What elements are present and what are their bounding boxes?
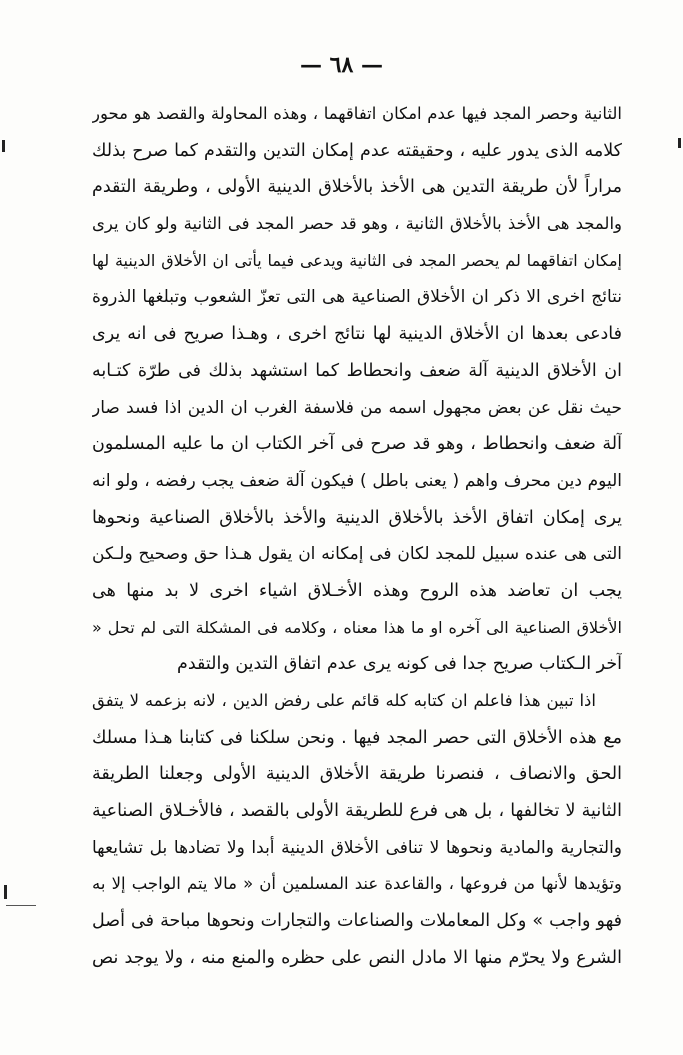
- text-line: نتائج اخرى الا ذكر ان الأخلاق الصناعية هى التى تعزّ الشعوب وتبلغها الذروة: [92, 287, 622, 308]
- text-line: التى هى عنده سبيل للمجد لكان فى إمكانه ان يقول هـذا حق وصحيح ولـكن: [92, 544, 622, 565]
- page-number: — ٦٨ —: [300, 52, 383, 78]
- text-line: الحق والانصاف ، فنصرنا طريقة الأخلاق الدينية الأولى وجعلنا الطريقة: [92, 764, 622, 785]
- text-line: والمجد هى الأخذ بالأخلاق الثانية ، وهو قد حصر المجد فى الثانية ولو كان يرى: [92, 214, 622, 234]
- text-line: الأخلاق الصناعية الى آخره او ما هذا معناه ، وكلامه فى المشكلة التى لم تحل «: [92, 617, 622, 637]
- text-line: الثانية لا تخالفها ، بل هى فرع للطريقة الأولى بالقصد ، فالأخـلاق الصناعية: [92, 801, 622, 822]
- text-line: الشرع ولا يحرّم منها الا مادل النص على حظره والمنع منه ، ولا يوجد نص: [92, 947, 622, 968]
- text-line: فهو واجب » وكل المعاملات والصناعات والتجارات ونحوها مباحة فى أصل: [92, 911, 622, 932]
- margin-mark: [4, 885, 7, 899]
- body-text: [92, 96, 622, 977]
- text-line: اذا تبين هذا فاعلم ان كتابه كله قائم على رفض الدين ، لانه بزعمه لا يتفق: [92, 691, 596, 710]
- margin-mark: [678, 138, 681, 148]
- text-line: والتجارية والمادية ونحوها لا تنافى الأخلاق الدينية أبدا ولا تضادها بل تشايعها: [92, 837, 622, 858]
- text-line: مع هذه الأخلاق التى حصر المجد فيها . ونحن سلكنا فى كتابنا هـذا مسلك: [92, 727, 622, 748]
- text-line: كلامه الذى يدور عليه ، وحقيقته عدم إمكان التدين والتقدم كما صرح بذلك: [92, 140, 622, 161]
- text-line: الثانية وحصر المجد فيها عدم امكان اتفاقهما ، وهذه المحاولة والقصد هو محور: [92, 104, 622, 123]
- text-line: حيث نقل عن بعض مجهول اسمه من فلاسفة الغرب ان الدين اذا فسد صار: [92, 397, 622, 418]
- text-line: وتؤيدها لأنها من فروعها ، والقاعدة عند المسلمين أن « مالا يتم الواجب إلا به: [92, 874, 622, 894]
- text-line: فادعى بعدها ان الأخلاق الدينية لها نتائج اخرى ، وهـذا صريح فى انه يرى: [92, 324, 622, 345]
- text-line: آلة ضعف وانحطاط ، وهو قد صرح فى آخر الكتاب ان ما عليه المسلمون: [92, 434, 622, 455]
- text-line: مراراً لأن طريقة التدين هى الأخذ بالأخلاق الدينية الأولى ، وطريقة التقدم: [92, 177, 622, 198]
- text-line: اليوم دين محرف واهم ( يعنى باطل ) فيكون آلة ضعف يجب رفضه ، ولو انه: [92, 470, 622, 491]
- text-line: يجب ان تعاضد هذه الروح وهذه الأخـلاق اشياء اخرى لا بد منها هى: [92, 580, 622, 601]
- text-line: ان الأخلاق الدينية آلة ضعف وانحطاط كما استشهد بذلك فى طرّة كتـابه: [92, 360, 622, 381]
- text-line: آخر الـكتاب صريح جدا فى كونه يرى عدم اتفاق التدين والتقدم: [177, 654, 622, 675]
- margin-mark: [6, 905, 36, 906]
- text-line: إمكان اتفاقهما لم يحصر المجد فى الثانية ويدعى فيما يأتى ان الأخلاق الدينية لها: [92, 250, 622, 270]
- text-line: يرى إمكان اتفاق الأخذ بالأخلاق الدينية والأخذ بالأخلاق الصناعية ونحوها: [92, 507, 622, 528]
- margin-mark: [2, 140, 5, 152]
